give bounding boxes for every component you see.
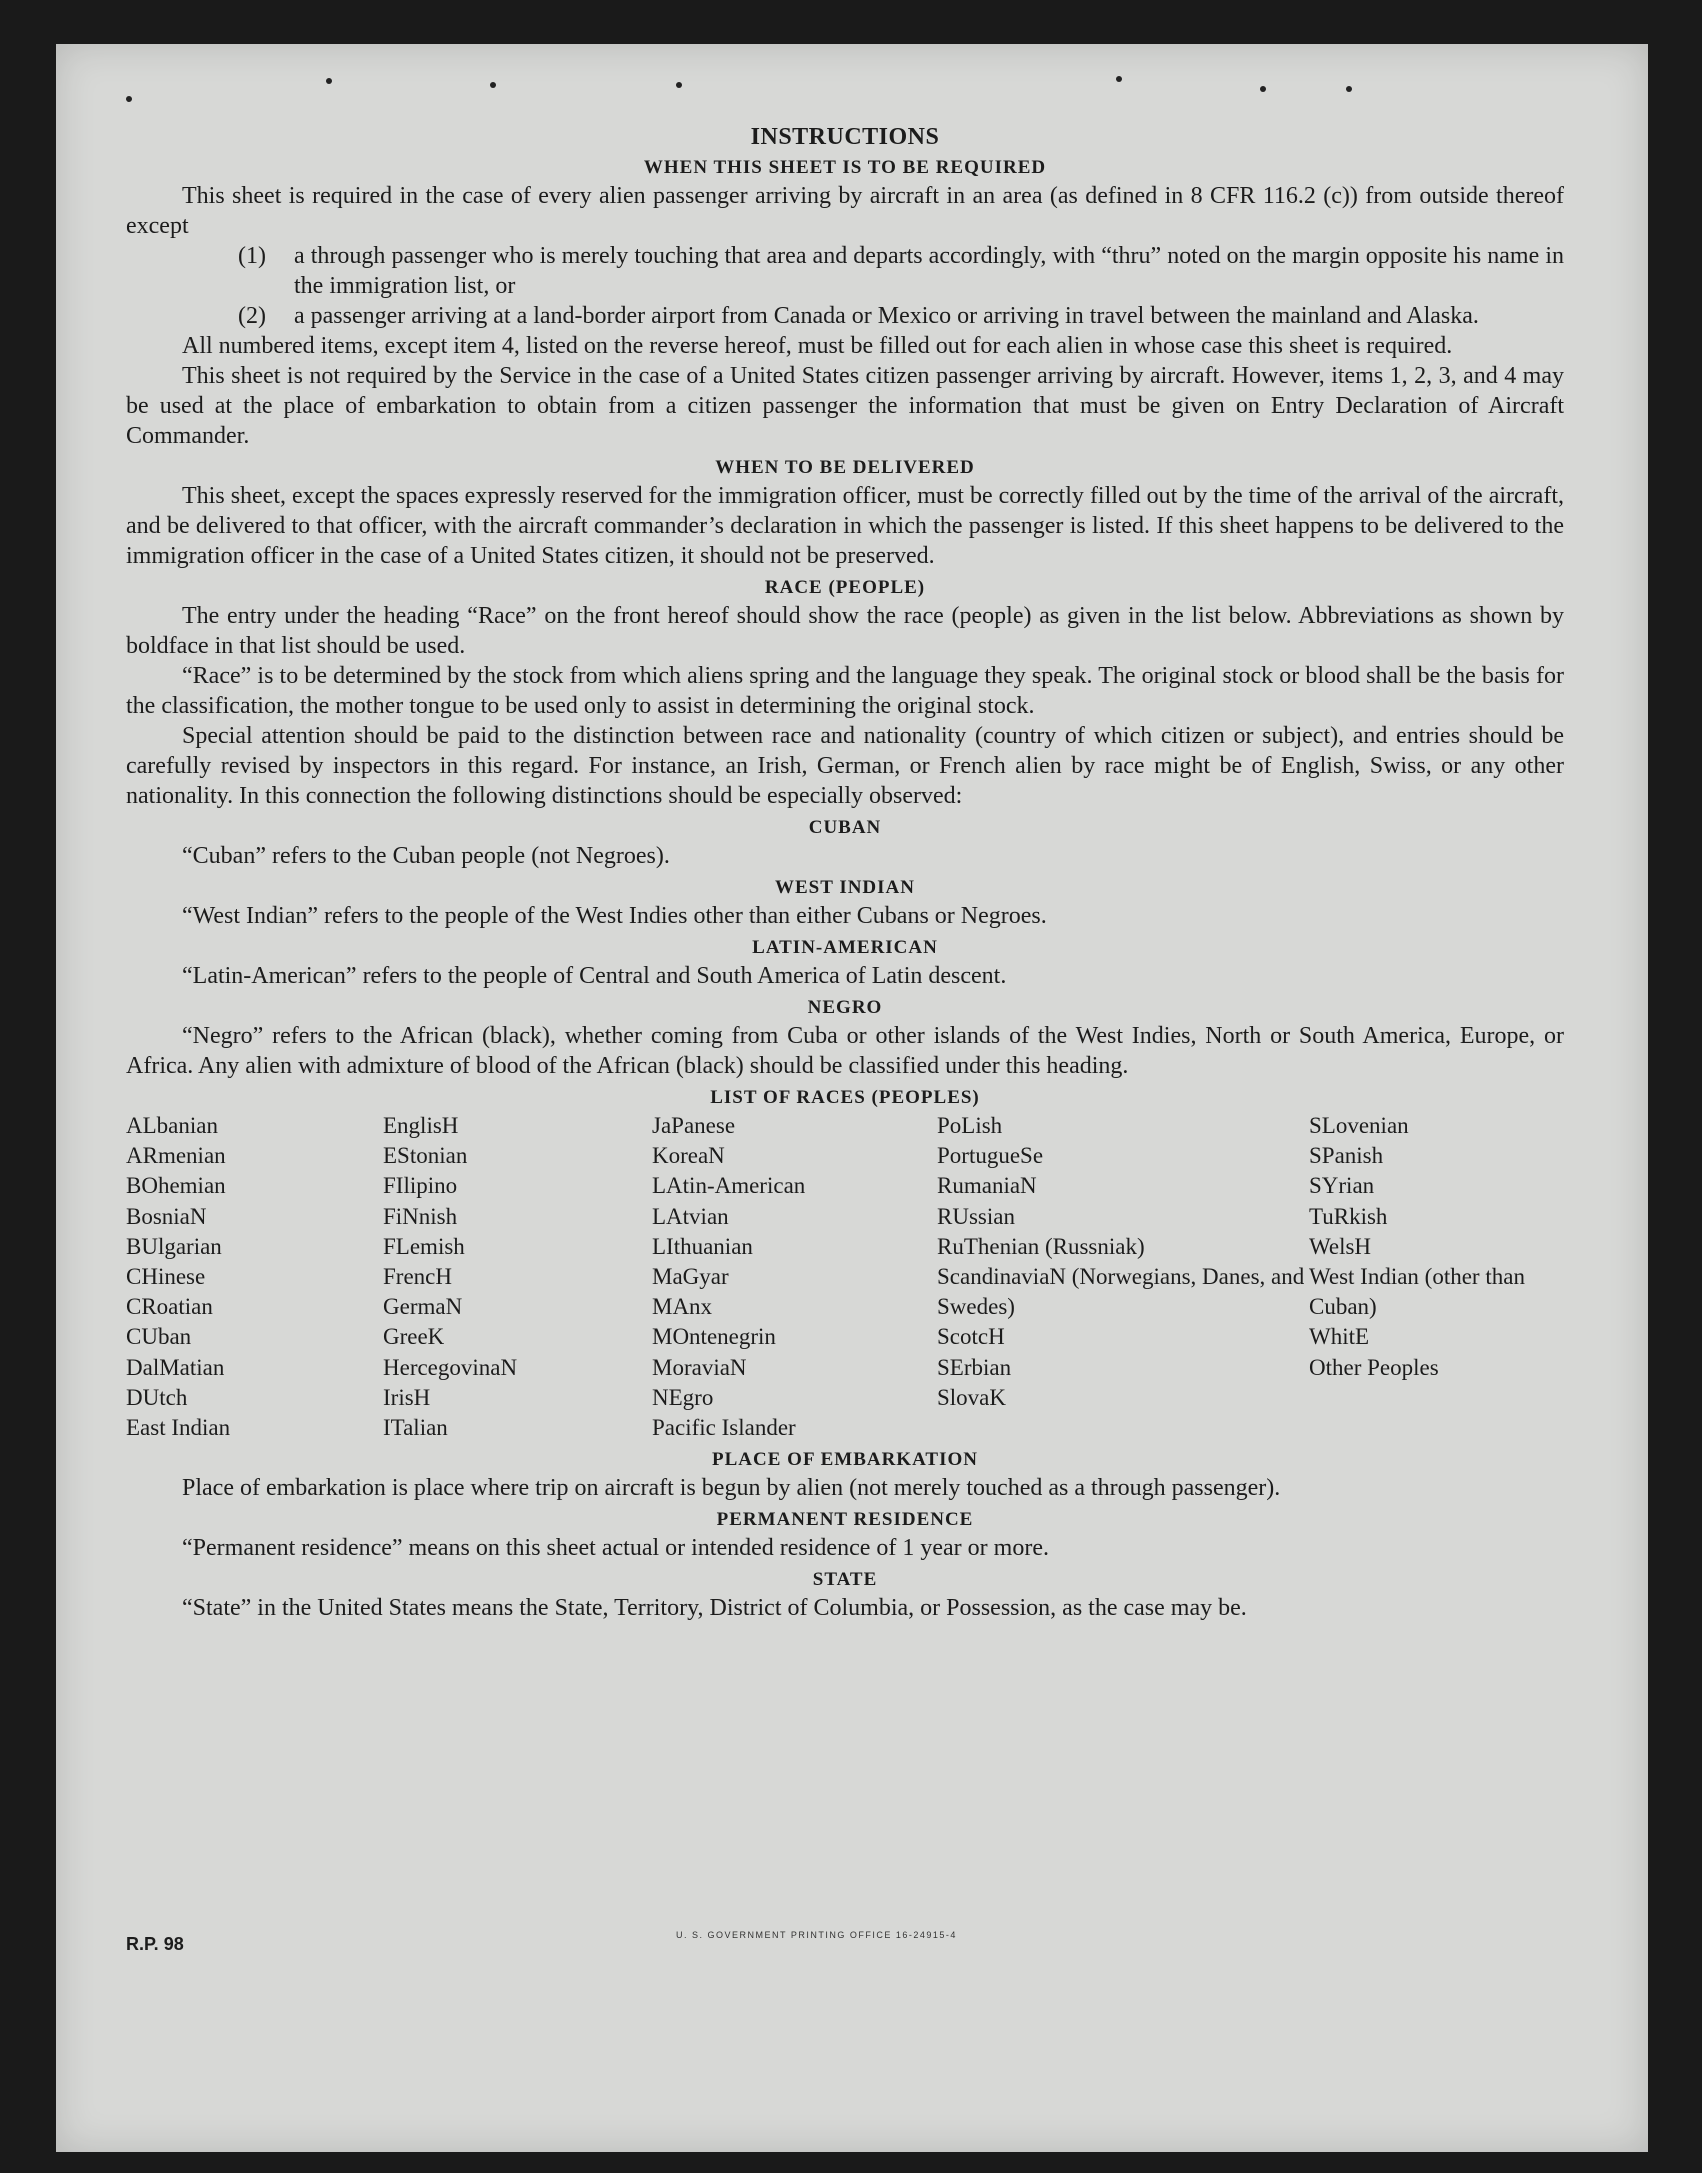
instructions-content bbox=[126, 124, 1564, 1623]
race-entry: MAnx bbox=[652, 1294, 713, 1320]
race-entry: LAtin-American bbox=[652, 1173, 806, 1199]
section-heading-races-list: LIST OF RACES (PEOPLES) bbox=[710, 1087, 980, 1108]
section-heading-required: WHEN THIS SHEET IS TO BE REQUIRED bbox=[643, 157, 1047, 178]
race-entry: PortugueSe bbox=[937, 1143, 1044, 1169]
race-entry: BosniaN bbox=[126, 1203, 207, 1229]
race-entry: SPanish bbox=[1309, 1143, 1384, 1169]
list-item bbox=[238, 241, 1564, 301]
race-entry: East Indian bbox=[126, 1415, 231, 1441]
race-entry: RumaniaN bbox=[937, 1173, 1037, 1199]
paragraph: Place of embarkation is place where trip on aircraft is begun by alien (not merely touched as a through passenger). bbox=[182, 1475, 1281, 1502]
races-column bbox=[1309, 1111, 1564, 1443]
race-entry: FrencH bbox=[383, 1264, 452, 1290]
speck bbox=[1346, 86, 1352, 92]
race-entry: TuRkish bbox=[1309, 1203, 1388, 1229]
race-entry: Pacific Islander bbox=[652, 1415, 796, 1441]
section-heading-west-indian: WEST INDIAN bbox=[775, 877, 915, 898]
races-column bbox=[652, 1111, 937, 1443]
races-column bbox=[937, 1111, 1309, 1443]
race-entry: MaGyar bbox=[652, 1264, 729, 1290]
races-list bbox=[126, 1111, 1564, 1443]
race-entry: DUtch bbox=[126, 1384, 188, 1410]
section-heading-race: RACE (PEOPLE) bbox=[764, 577, 926, 598]
paragraph: The entry under the heading “Race” on the front hereof should show the race (people) as given in the list below. Abbreviations as shown by boldface in that list should be used. bbox=[126, 603, 1564, 659]
race-entry: ScotcH bbox=[937, 1324, 1005, 1350]
race-entry: PoLish bbox=[937, 1113, 1003, 1138]
race-entry: FiNnish bbox=[383, 1203, 458, 1229]
paragraph: Special attention should be paid to the distinction between race and nationality (country of which citizen or subject), and entries should be carefully revised by inspectors in this regard. For instance, an Irish, German, or French alien by race might be of English, Swiss, or any other nationality. In this connection the following distinctions should be especially observed: bbox=[126, 723, 1564, 809]
race-entry: NEgro bbox=[652, 1384, 714, 1410]
race-entry: Other Peoples bbox=[1309, 1354, 1439, 1380]
race-entry: MOntenegrin bbox=[652, 1324, 776, 1350]
speck bbox=[326, 78, 332, 84]
race-entry: GreeK bbox=[383, 1324, 445, 1350]
races-column bbox=[126, 1111, 383, 1443]
page-title: INSTRUCTIONS bbox=[750, 124, 940, 150]
race-entry: ARmenian bbox=[126, 1143, 226, 1169]
race-entry: RuThenian (Russniak) bbox=[937, 1233, 1145, 1259]
section-heading-delivered: WHEN TO BE DELIVERED bbox=[715, 457, 975, 478]
race-entry: KoreaN bbox=[652, 1143, 725, 1169]
race-entry: FLemish bbox=[383, 1233, 465, 1259]
paragraph: “Cuban” refers to the Cuban people (not Negroes). bbox=[182, 843, 670, 869]
race-entry: CUban bbox=[126, 1324, 192, 1350]
section-heading-residence: PERMANENT RESIDENCE bbox=[716, 1509, 974, 1531]
paragraph: All numbered items, except item 4, listed on the reverse hereof, must be filled out for each alien in whose case this sheet is required. bbox=[182, 333, 1453, 359]
race-entry: WelsH bbox=[1309, 1233, 1372, 1259]
race-entry: CRoatian bbox=[126, 1294, 213, 1320]
races-column bbox=[383, 1111, 652, 1443]
paragraph: “State” in the United States means the State, Territory, District of Columbia, or Possession, as the case may be. bbox=[182, 1595, 1247, 1622]
paragraph: “Permanent residence” means on this sheet actual or intended residence of 1 year or more. bbox=[182, 1535, 1049, 1562]
paragraph: This sheet is not required by the Service in the case of a United States citizen passenger arriving by aircraft. However, items 1, 2, 3, and 4 may be used at the place of embarkation to obtain from a citizen passenger the information that must be given on Entry Declaration of Aircraft Commander. bbox=[126, 363, 1564, 449]
section-heading-embarkation: PLACE OF EMBARKATION bbox=[712, 1449, 978, 1471]
speck bbox=[1116, 76, 1122, 82]
race-entry: CHinese bbox=[126, 1264, 206, 1290]
race-entry: IrisH bbox=[383, 1384, 431, 1410]
race-entry: ITalian bbox=[383, 1415, 448, 1441]
speck bbox=[126, 96, 132, 102]
item-text: a through passenger who is merely touching that area and departs accordingly, with “thru” noted on the margin opposite his name in the immigration list, or bbox=[294, 243, 1564, 299]
race-entry: West Indian (other than Cuban) bbox=[1309, 1264, 1525, 1320]
list-item bbox=[238, 301, 1564, 331]
section-heading-cuban: CUBAN bbox=[808, 817, 882, 838]
race-entry: GermaN bbox=[383, 1294, 463, 1320]
race-entry: SlovaK bbox=[937, 1384, 1006, 1410]
race-entry: LAtvian bbox=[652, 1203, 729, 1229]
race-entry: ALbanian bbox=[126, 1113, 218, 1138]
paragraph: “West Indian” refers to the people of the West Indies other than either Cubans or Negroes. bbox=[182, 903, 1047, 929]
race-entry: LIthuanian bbox=[652, 1233, 753, 1259]
paragraph: “Latin-American” refers to the people of Central and South America of Latin descent. bbox=[182, 963, 1007, 989]
paragraph: This sheet is required in the case of every alien passenger arriving by aircraft in an area (as defined in 8 CFR 116.2 (c)) from outside thereof except bbox=[126, 183, 1564, 239]
race-entry: HercegovinaN bbox=[383, 1354, 518, 1380]
speck bbox=[1260, 86, 1266, 92]
race-entry: BOhemian bbox=[126, 1173, 226, 1199]
race-entry: SYrian bbox=[1309, 1173, 1375, 1199]
paragraph: “Race” is to be determined by the stock from which aliens spring and the language they speak. The original stock or blood shall be the basis for the classification, the mother tongue to be used only to assist in determining the original stock. bbox=[126, 663, 1564, 719]
race-entry: ScandinaviaN (Norwegians, Danes, and Swedes) bbox=[937, 1264, 1305, 1320]
item-number: (2) bbox=[238, 303, 266, 329]
paragraph: This sheet, except the spaces expressly reserved for the immigration officer, must be correctly filled out by the time of the arrival of the aircraft, and be delivered to that officer, with the aircraft commander’s declaration in which the passenger is listed. If this sheet happens to be delivered to the immigration officer in the case of a United States citizen, it should not be preserved. bbox=[126, 483, 1564, 569]
printer-imprint: U. S. GOVERNMENT PRINTING OFFICE 16-24915-4 bbox=[676, 1930, 957, 1940]
race-entry: BUlgarian bbox=[126, 1233, 222, 1259]
race-entry: RUssian bbox=[937, 1203, 1015, 1229]
race-entry: EStonian bbox=[383, 1143, 468, 1169]
race-entry: SLovenian bbox=[1309, 1113, 1409, 1138]
speck bbox=[676, 82, 682, 88]
paragraph: “Negro” refers to the African (black), whether coming from Cuba or other islands of the West Indies, North or South America, Europe, or Africa. Any alien with admixture of blood of the African (black) should be classified under this heading. bbox=[126, 1023, 1564, 1079]
form-code: R.P. 98 bbox=[126, 1934, 184, 1954]
race-entry: FIlipino bbox=[383, 1173, 458, 1199]
race-entry: EnglisH bbox=[383, 1113, 459, 1138]
section-heading-state: STATE bbox=[812, 1569, 878, 1591]
section-heading-negro: NEGRO bbox=[807, 997, 883, 1018]
race-entry: DalMatian bbox=[126, 1354, 225, 1380]
race-entry: MoraviaN bbox=[652, 1354, 747, 1380]
speck bbox=[490, 82, 496, 88]
document-sheet bbox=[56, 44, 1648, 2152]
item-text: a passenger arriving at a land-border airport from Canada or Mexico or arriving in travel between the mainland and Alaska. bbox=[294, 303, 1479, 329]
race-entry: WhitE bbox=[1309, 1324, 1370, 1350]
race-entry: JaPanese bbox=[652, 1113, 736, 1138]
item-number: (1) bbox=[238, 243, 266, 269]
race-entry: SErbian bbox=[937, 1354, 1012, 1380]
section-heading-latin-american: LATIN-AMERICAN bbox=[752, 937, 938, 958]
